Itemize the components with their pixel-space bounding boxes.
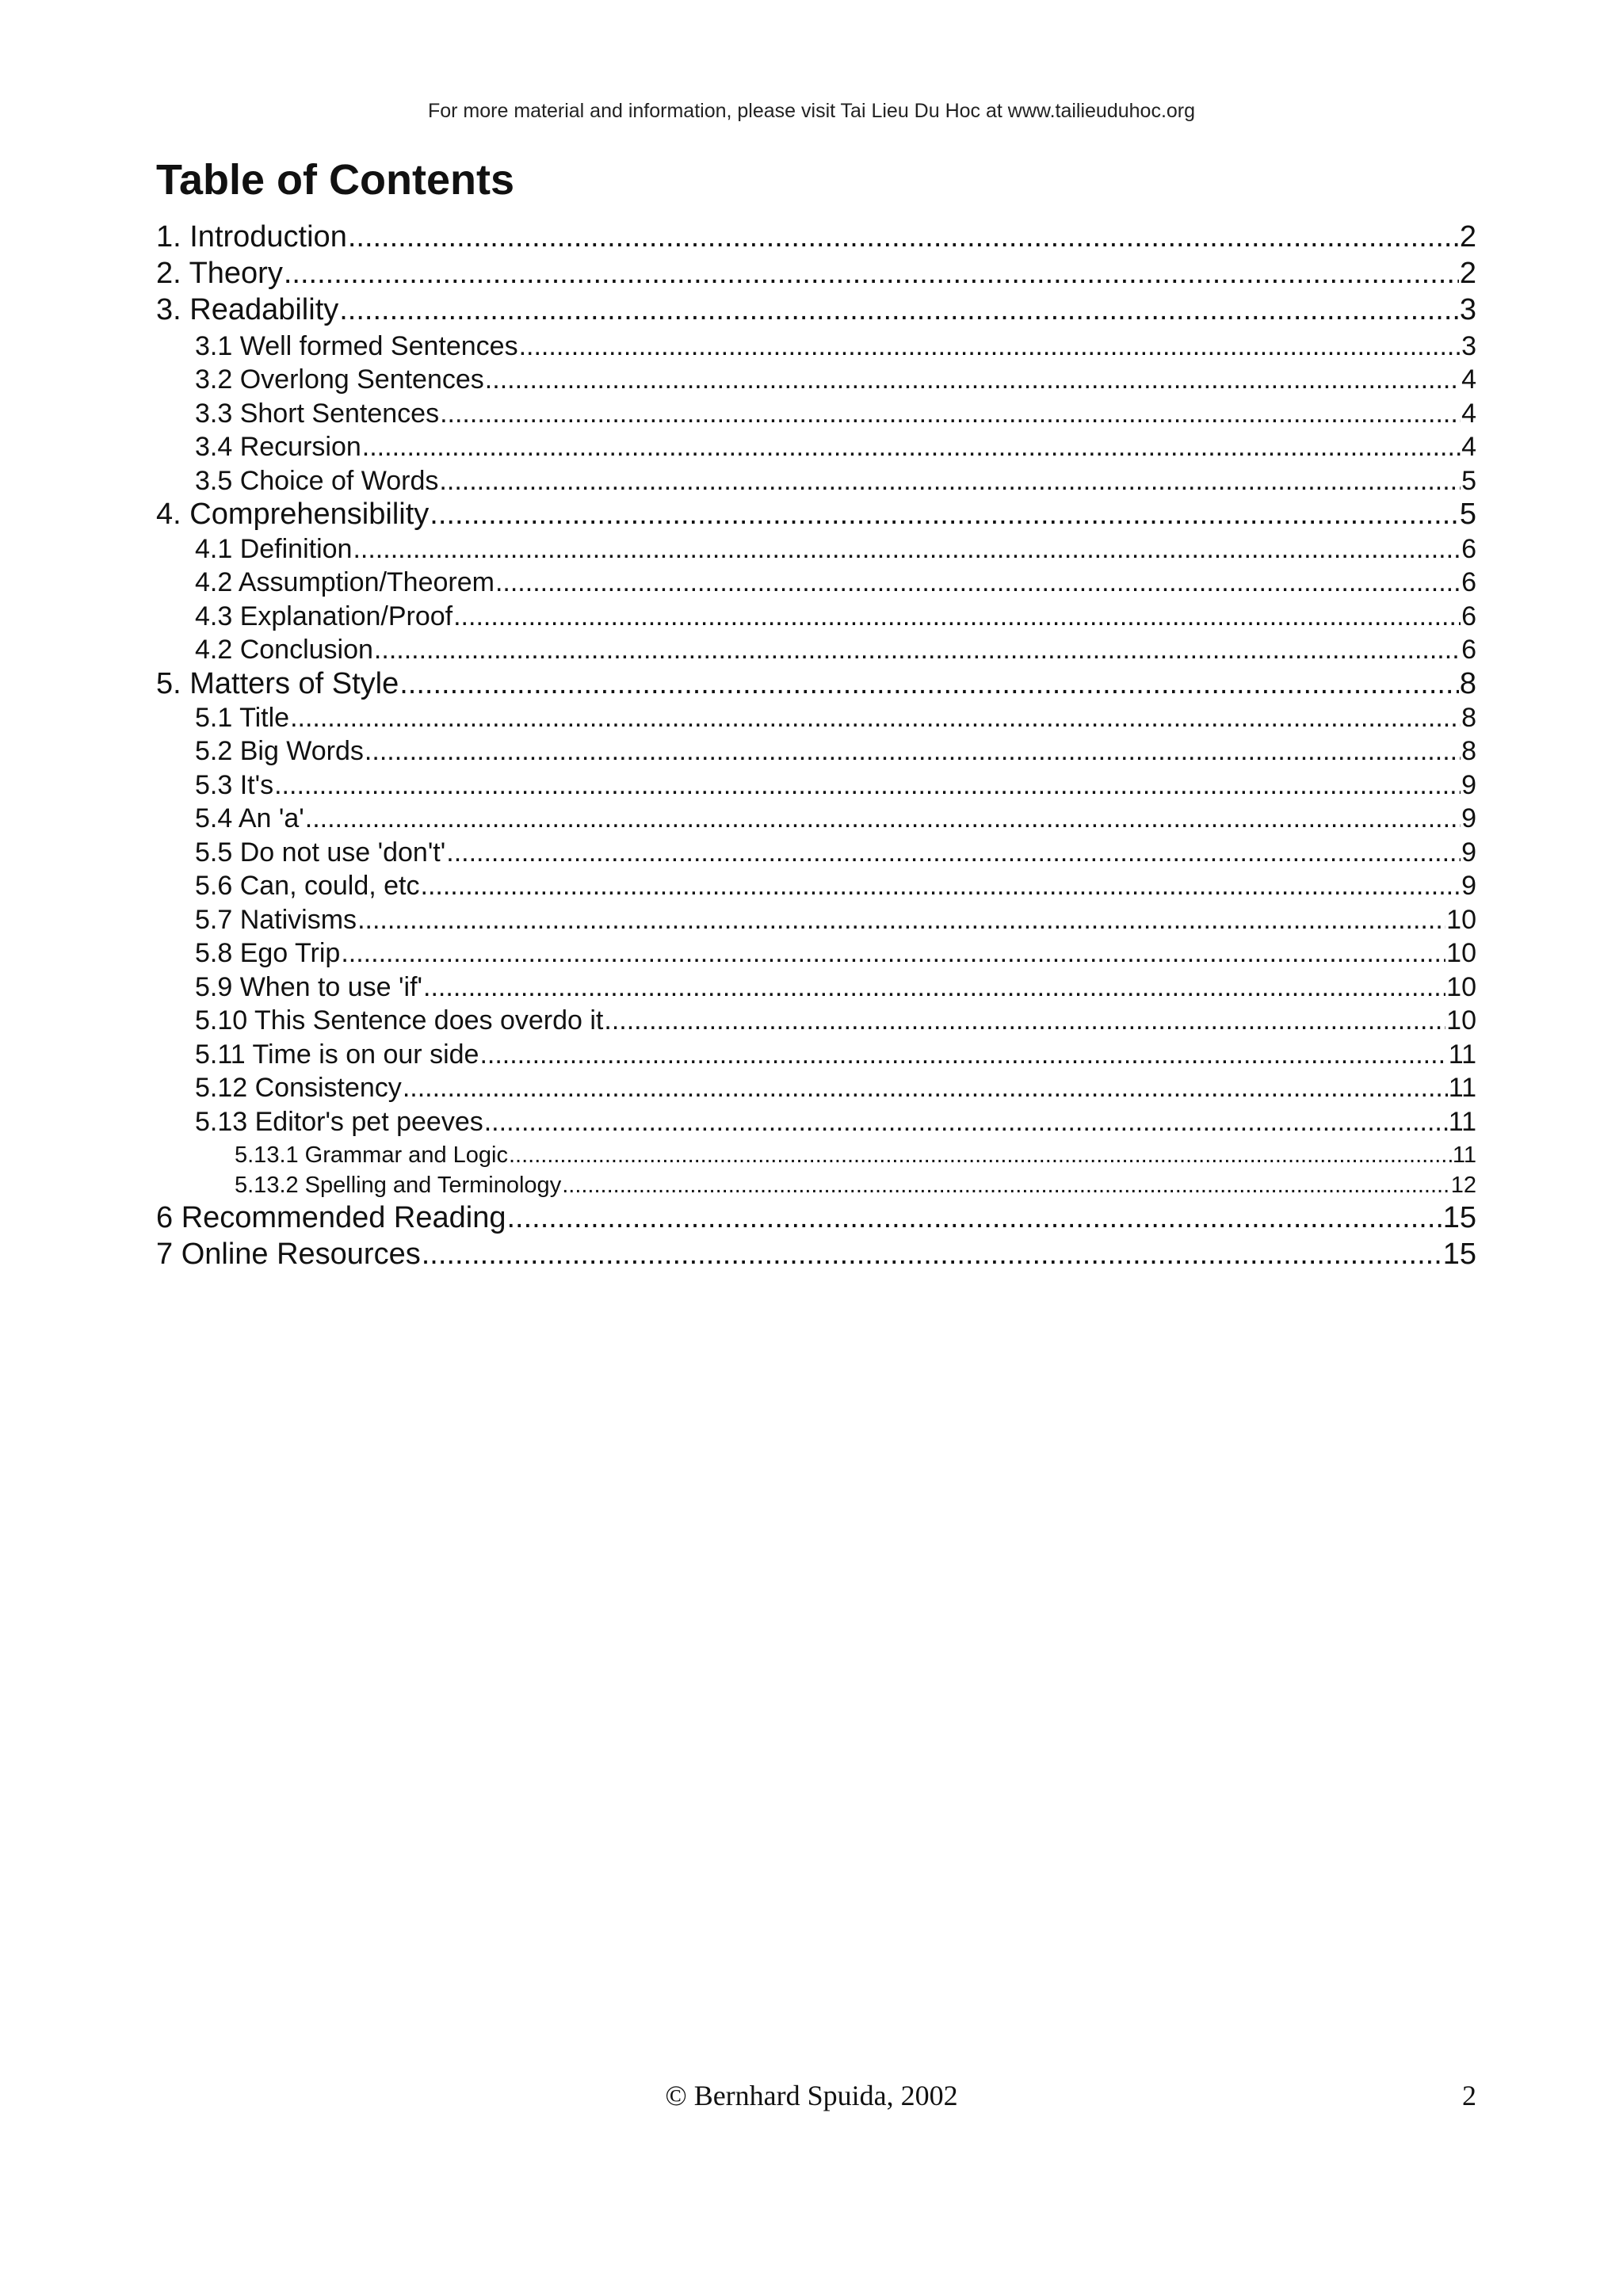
toc-entry-label: 4.2 Conclusion — [195, 635, 373, 665]
toc-entry[interactable] — [235, 1140, 1476, 1170]
toc-dot-leader — [495, 566, 1461, 599]
toc-entry-page: 6 — [1461, 635, 1476, 665]
toc-dot-leader — [357, 903, 1445, 936]
toc-entry-label: 5.12 Consistency — [195, 1073, 402, 1103]
toc-dot-leader — [479, 1038, 1447, 1071]
toc-entry[interactable] — [195, 633, 1476, 666]
toc-entry-page: 10 — [1446, 938, 1476, 968]
toc-entry-page: 6 — [1461, 534, 1476, 564]
toc-entry-label: 5.13 Editor's pet peeves — [195, 1107, 483, 1137]
toc-entry-label: 3.3 Short Sentences — [195, 399, 440, 429]
toc-dot-leader — [453, 600, 1461, 633]
toc-entry[interactable] — [195, 330, 1476, 363]
toc-dot-leader — [509, 1140, 1452, 1170]
toc-entry[interactable] — [195, 397, 1476, 430]
toc-entry-page: 8 — [1461, 703, 1476, 733]
toc-entry-page: 15 — [1442, 1238, 1476, 1271]
toc-entry[interactable] — [195, 936, 1476, 970]
toc-entry[interactable] — [156, 219, 1476, 255]
toc-entry[interactable] — [195, 701, 1476, 734]
toc-entry-label: 5.7 Nativisms — [195, 905, 357, 935]
toc-entry[interactable] — [156, 292, 1476, 328]
toc-entry-label: 5.13.2 Spelling and Terminology — [235, 1173, 562, 1198]
toc-entry-page: 2 — [1459, 257, 1476, 290]
toc-entry[interactable] — [195, 532, 1476, 566]
toc-entry-page: 9 — [1461, 837, 1476, 868]
toc-entry-page: 11 — [1448, 1073, 1476, 1103]
toc-entry[interactable] — [195, 869, 1476, 902]
toc-entry-page: 4 — [1461, 432, 1476, 462]
toc-entry-page: 6 — [1461, 567, 1476, 597]
toc-dot-leader — [284, 255, 1459, 292]
toc-dot-leader — [341, 936, 1445, 970]
toc-entry[interactable] — [195, 464, 1476, 498]
toc-entry[interactable] — [195, 1105, 1476, 1138]
toc-dot-leader — [362, 430, 1461, 463]
toc-entry-label: 4. Comprehensibility — [156, 498, 430, 531]
toc-dot-leader — [562, 1170, 1450, 1200]
toc-dot-leader — [399, 666, 1459, 702]
toc-entry-label: 3. Readability — [156, 293, 339, 326]
toc-entry-page: 11 — [1452, 1142, 1476, 1168]
toc-dot-leader — [403, 1071, 1448, 1104]
toc-entry[interactable] — [195, 566, 1476, 599]
toc-entry[interactable] — [156, 1199, 1476, 1236]
toc-dot-leader — [305, 802, 1461, 835]
toc-entry-label: 5.2 Big Words — [195, 736, 364, 766]
toc-dot-leader — [339, 292, 1459, 328]
toc-entry-label: 5.5 Do not use 'don't' — [195, 837, 446, 868]
toc-entry-page: 10 — [1446, 905, 1476, 935]
header-note: For more material and information, please visit Tai Lieu Du Hoc at www.tailieuduhoc.org — [427, 100, 1196, 122]
toc-entry-page: 5 — [1459, 498, 1476, 531]
toc-dot-leader — [374, 633, 1461, 666]
toc-entry[interactable] — [195, 1004, 1476, 1037]
toc-dot-leader — [507, 1199, 1442, 1236]
toc-entry-page: 8 — [1461, 736, 1476, 766]
toc-entry-label: 5.3 It's — [195, 770, 274, 800]
toc-entry-label: 5.11 Time is on our side — [195, 1039, 479, 1070]
toc-entry[interactable] — [156, 255, 1476, 292]
toc-entry[interactable] — [195, 363, 1476, 396]
toc-entry[interactable] — [235, 1170, 1476, 1200]
toc-entry-page: 15 — [1442, 1201, 1476, 1234]
toc-entry-label: 5.13.1 Grammar and Logic — [235, 1142, 508, 1168]
toc-dot-leader — [439, 464, 1461, 498]
toc-entry-label: 5.6 Can, could, etc — [195, 871, 420, 901]
toc-entry-label: 3.5 Choice of Words — [195, 466, 439, 496]
toc-dot-leader — [421, 869, 1461, 902]
toc-dot-leader — [430, 496, 1459, 532]
page-title: Table of Contents — [156, 156, 514, 204]
toc-dot-leader — [365, 734, 1461, 768]
toc-entry[interactable] — [195, 836, 1476, 869]
toc-dot-leader — [353, 532, 1461, 566]
toc-entry-label: 1. Introduction — [156, 220, 347, 254]
toc-dot-leader — [348, 219, 1459, 255]
toc-entry-page: 4 — [1461, 399, 1476, 429]
toc-entry-page: 8 — [1459, 667, 1476, 700]
toc-entry[interactable] — [195, 769, 1476, 802]
toc-entry-page: 9 — [1461, 871, 1476, 901]
toc-entry-label: 4.1 Definition — [195, 534, 353, 564]
toc-dot-leader — [274, 769, 1461, 802]
toc-entry[interactable] — [195, 802, 1476, 835]
toc-entry-label: 4.3 Explanation/Proof — [195, 601, 453, 631]
toc-entry-page: 3 — [1461, 331, 1476, 361]
toc-entry-page: 9 — [1461, 803, 1476, 833]
toc-entry-page: 11 — [1448, 1039, 1476, 1070]
toc-entry-label: 3.4 Recursion — [195, 432, 361, 462]
toc-entry-label: 5.1 Title — [195, 703, 290, 733]
toc-entry-page: 11 — [1448, 1107, 1476, 1137]
toc-entry[interactable] — [195, 430, 1476, 463]
toc-dot-leader — [604, 1004, 1445, 1037]
toc-entry-page: 12 — [1450, 1173, 1476, 1198]
toc-entry-label: 6 Recommended Reading — [156, 1201, 506, 1234]
toc-entry[interactable] — [156, 496, 1476, 532]
toc-entry-page: 4 — [1461, 364, 1476, 395]
toc-dot-leader — [422, 1236, 1442, 1272]
toc-entry[interactable] — [195, 971, 1476, 1004]
footer-page-number: 2 — [1462, 2080, 1476, 2111]
toc-entry-label: 2. Theory — [156, 257, 283, 290]
toc-entry[interactable] — [195, 600, 1476, 633]
toc-entry[interactable] — [195, 1071, 1476, 1104]
toc-entry[interactable] — [156, 1236, 1476, 1272]
toc-entry-page: 2 — [1459, 220, 1476, 254]
toc-entry-label: 5.9 When to use 'if' — [195, 972, 423, 1002]
toc-dot-leader — [446, 836, 1461, 869]
toc-entry-page: 9 — [1461, 770, 1476, 800]
toc-entry-label: 3.1 Well formed Sentences — [195, 331, 518, 361]
toc-entry-label: 5.10 This Sentence does overdo it — [195, 1005, 604, 1035]
toc-entry-page: 6 — [1461, 601, 1476, 631]
toc-dot-leader — [484, 1105, 1448, 1138]
toc-dot-leader — [440, 397, 1461, 430]
toc-entry[interactable] — [195, 1038, 1476, 1071]
toc-entry[interactable] — [195, 903, 1476, 936]
toc-dot-leader — [485, 363, 1461, 396]
toc-dot-leader — [290, 701, 1461, 734]
toc-entry-page: 10 — [1446, 1005, 1476, 1035]
toc-entry[interactable] — [195, 734, 1476, 768]
footer-copyright: © Bernhard Spuida, 2002 — [665, 2080, 958, 2111]
toc-entry-label: 5.4 An 'a' — [195, 803, 304, 833]
toc-entry-label: 5.8 Ego Trip — [195, 938, 341, 968]
toc-dot-leader — [423, 971, 1445, 1004]
toc-entry[interactable] — [156, 666, 1476, 702]
toc-entry-label: 5. Matters of Style — [156, 667, 399, 700]
toc-entry-label: 4.2 Assumption/Theorem — [195, 567, 495, 597]
toc-entry-page: 3 — [1459, 293, 1476, 326]
toc-entry-page: 5 — [1461, 466, 1476, 496]
toc-entry-page: 10 — [1446, 972, 1476, 1002]
toc-entry-label: 3.2 Overlong Sentences — [195, 364, 484, 395]
toc-entry-label: 7 Online Resources — [156, 1238, 421, 1271]
toc-dot-leader — [519, 330, 1461, 363]
